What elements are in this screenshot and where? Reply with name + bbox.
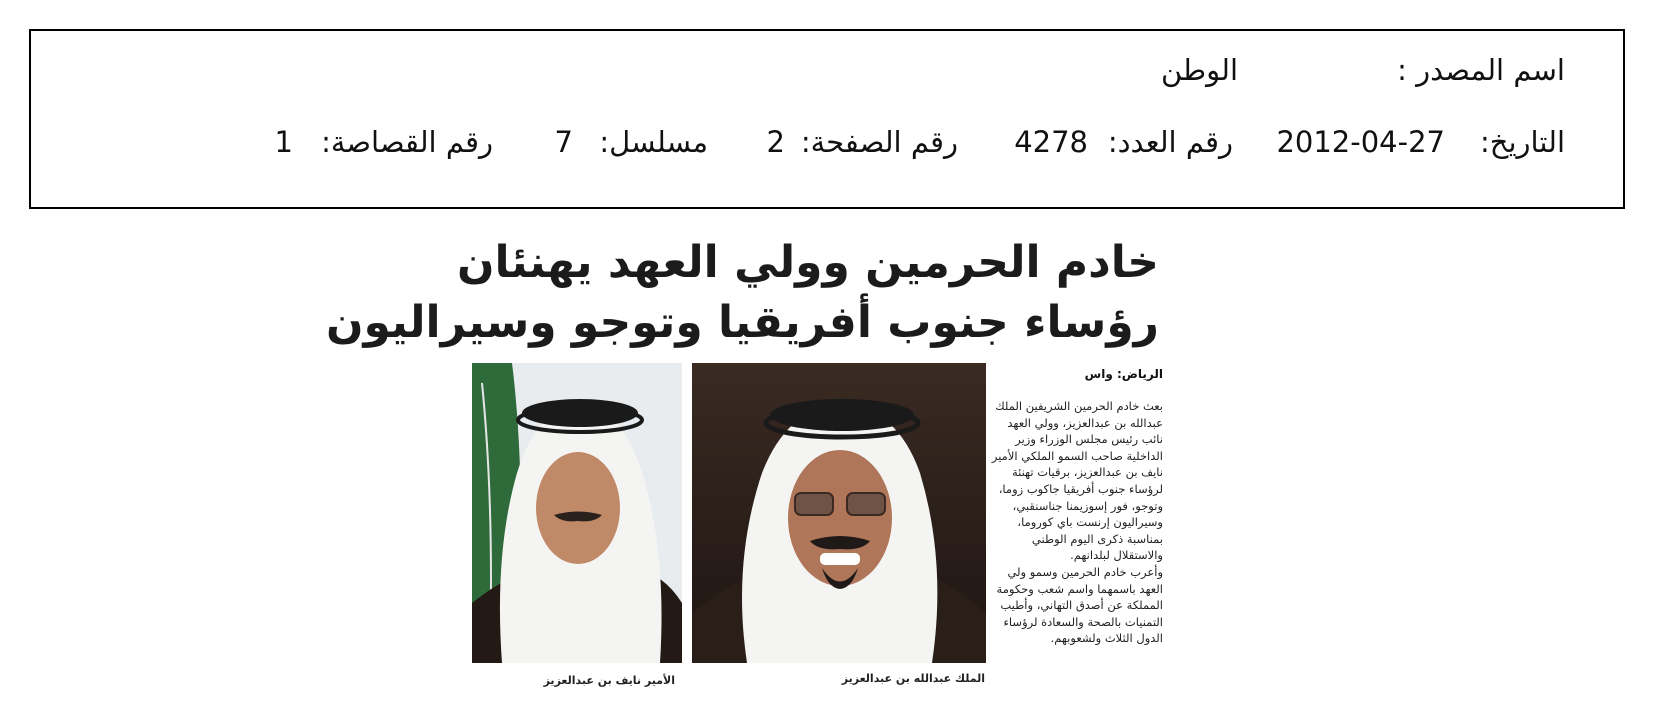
prince-photo-caption: الأمير نايف بن عبدالعزيز (543, 674, 675, 687)
article-dateline: الرياض: واس (1084, 367, 1163, 381)
article-body (988, 398, 1163, 647)
prince-photo (472, 363, 682, 663)
date-value: 2012-04-27 (1276, 125, 1445, 159)
article-paragraph-1: بعث خادم الحرمين الشريفين الملك عبدالله بن عبدالعزيز، وولي العهد نائب رئيس مجلس الوزراء وزير الداخلية صاحب السمو الملكي الأمير نايف بن عبدالعزيز، برقيات تهنئة لرؤساء جنوب أفريقيا جاكوب زوما، وتوجو، فور إسوزيمنا جناسنقبي، وسيراليون إرنست باي كوروما، بمناسبة ذكرى اليوم الوطني والاستقلال لبلدانهم. (991, 399, 1163, 563)
king-photo-caption: الملك عبدالله بن عبدالعزيز (841, 672, 985, 685)
clip-value: 1 (274, 125, 293, 159)
article-paragraph-2: وأعرب خادم الحرمين وسمو ولي العهد باسمهما واسم شعب وحكومة المملكة عن أصدق التهاني، وأطيب التمنيات بالصحة والسعادة لرؤساء الدول الثلاث ولشعوبهم. (996, 564, 1163, 646)
serial-label: مسلسل: (599, 125, 708, 159)
source-value: الوطن (1160, 53, 1238, 87)
issue-value: 4278 (1014, 125, 1088, 159)
king-photo (692, 363, 986, 663)
serial-value: 7 (554, 125, 573, 159)
headline-line-1: خادم الحرمين وولي العهد يهنئان (456, 237, 1159, 288)
page-value: 2 (766, 125, 785, 159)
date-label: التاريخ: (1479, 125, 1565, 159)
headline-line-2: رؤساء جنوب أفريقيا وتوجو وسيراليون (325, 297, 1159, 348)
page-label: رقم الصفحة: (800, 125, 958, 159)
source-label: اسم المصدر : (1397, 53, 1565, 87)
clip-label: رقم القصاصة: (321, 125, 493, 159)
issue-label: رقم العدد: (1107, 125, 1233, 159)
